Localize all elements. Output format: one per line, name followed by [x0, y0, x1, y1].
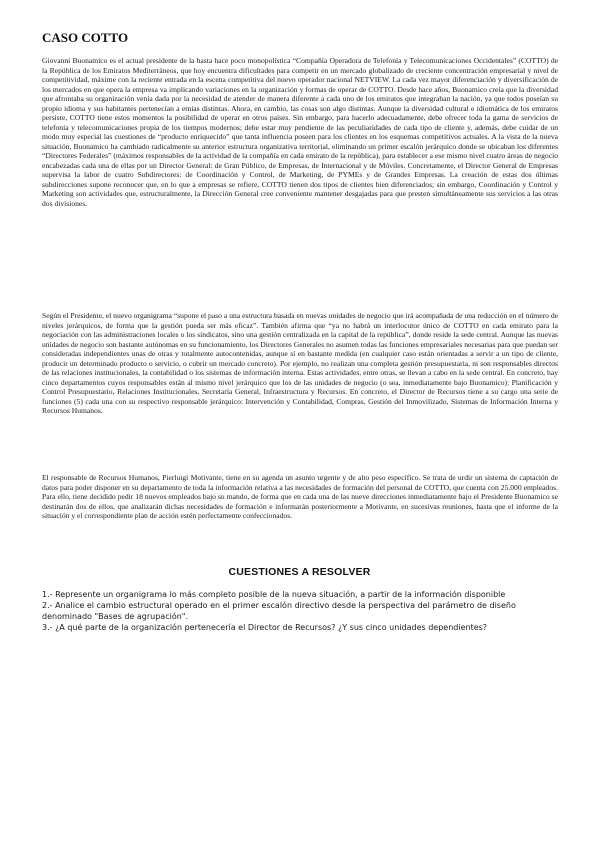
paragraph-2: Según el Presidente, el nuevo organigrama “supone el paso a una estructura basada en nuevas unidades de negocio que irá acompañada de una reducción en el número de niveles jerárquicos, de forma que la gestión pueda ser más eficaz”. También afirma que “ya no habrá un interlocutor único de COTTO en cada emirato para la negociación con las administraciones locales o los sindicatos, sino una gestión centralizada en la capital de la república”, donde reside la sede central. Aunque las nuevas unidades de negocio son bastante autónomas en su funcionamiento, los Directores Generales no asumen todas las funciones empresariales necesarias para que puedan ser consideradas independientes unas de otras y totalmente autocontenidas, aunque sí en bastante medida (en cualquier caso están orientadas a servir a un tipo de cliente, producir un determinado producto o servicio, o cubrir un mercado concreto). Por ejemplo, no realizan una completa gestión presupuestaria, ni son responsables directos de las relaciones institucionales, la contabilidad o los sistemas de información interna. Estas actividades, entre otras, se llevan a cabo en la sede central. En concreto, hay cinco departamentos cuyos responsables están al mismo nivel jerárquico que los de las unidades de negocio (o sea, inmediatamente bajo Buonamico): Planificación y Control Presupuestario, Relaciones Institucionales, Secretaría General, Infraestructura y Recursos. En concreto, el Director de Recursos tiene a su cargo una serie de funciones (5) cada una con su respectivo responsable jerárquico: Intervención y Contabilidad, Compras, Gestión del Inmovilizado, Sistemas de Información Interna y Recursos Humanos.	[42, 311, 558, 415]
paragraph-3: El responsable de Recursos Humanos, Pierluigi Motivante, tiene en su agenda un asunto urgente y de alto peso específico. Se trata de urdir un sistema de captación de datos para poder disponer en su departamento de toda la información relativa a las necesidades de formación del personal de COTTO, que cuenta con 25.000 empleados. Para ello, tiene decidido pedir 18 nuevos empleados bajo su mando, de forma que en cada una de las nueve direcciones inmediatamente bajo el Presidente Buonamico se destinarán dos de ellos, que analizarán dichas necesidades de formación e informarán posteriormente a Motivante, en sucesivas reuniones, hasta que el informe de la situación y el correspondiente plan de acción estén perfectamente confeccionados.	[42, 473, 558, 520]
question-2: 2.- Analice el cambio estructural operado en el primer escalón directivo desde la perspectiva del parámetro de diseño denominado "Bases de agrupación".	[42, 601, 516, 621]
paragraph-1: Giovanni Buonamico es el actual presidente de la hasta hace poco monopolística “Compañía Operadora de Telefonía y Telecomunicaciones Occidentales” (COTTO) de la República de los Emiratos Mediterráneos, que hoy encuentra dificultades para competir en un mercado globalizado de creciente concentración empresarial y nivel de competitividad, máxime con la reciente entrada en la escena competitiva del nuevo operador nacional NETVIEW. La cada vez mayor diferenciación y diversificación de los mercados en que opera la empresa va implicando variaciones en la organización y formas de operar de COTTO. Desde hace años, Buonamico creía que la diversidad que afrontaba su organización venía dada por la necesidad de atender de manera diferente a cada uno de los emiratos que integraban la nación, ya que todos poseían su propio idioma y sus habitantes pertenecían a etnias distintas. Ahora, en cambio, las cosas son algo distintas. Aunque la diversidad cultural e idiomática de los emiratos persiste, COTTO tiene estos momentos la posibilidad de operar en otros países. Sin embargo, para hacerlo adecuadamente, debe ofrecer toda la gama de servicios de telefonía y telecomunicaciones propia de los tiempos modernos; debe estar muy pendiente de las peculiaridades de cada tipo de cliente y, además, debe cuidar de un modo muy especial las cuestiones de “producto enriquecido” que tanta influencia poseen para los clientes en los esquemas competitivos actuales. A la vista de la nueva situación, Buonamico ha cambiado radicalmente su anterior estructura organizativa territorial, eliminando un primer escalón jerárquico donde se ubicaban los diferentes “Directores Federales” (máximos responsables de la actividad de la compañía en cada emirato de la república), para establecer a ese mismo nivel cuatro áreas de negocio encabezadas cada una de ellas por un Director General: de Gran Público, de Empresas, de Internacional y de Móviles. Concretamente, el Director General de Empresas supervisa la labor de cuatro Subdirectores: de Coordinación y Control, de Marketing, de PYMEs y de Grandes Empresas. La creación de estas dos últimas subdirecciones supone reconocer que, en lo que a empresas se refiere, COTTO tienen dos tipos de clientes bien diferenciados; sin embargo, Coordinación y Control y Marketing son actividades que, estructuralmente, la Dirección General cree conveniente mantener desgajadas para que presten simultáneamente sus servicios a las otras dos divisiones.	[42, 56, 558, 208]
question-1: 1.- Represente un organigrama lo más completo posible de la nueva situación, a partir de la información disponible	[42, 590, 506, 599]
document-title: CASO COTTO	[42, 30, 129, 45]
questions-list	[42, 590, 562, 635]
question-3: 3.- ¿A qué parte de la organización pertenecería el Director de Recursos? ¿Y sus cinco unidades dependientes?	[42, 623, 488, 633]
questions-title: CUESTIONES A RESOLVER	[228, 566, 371, 578]
